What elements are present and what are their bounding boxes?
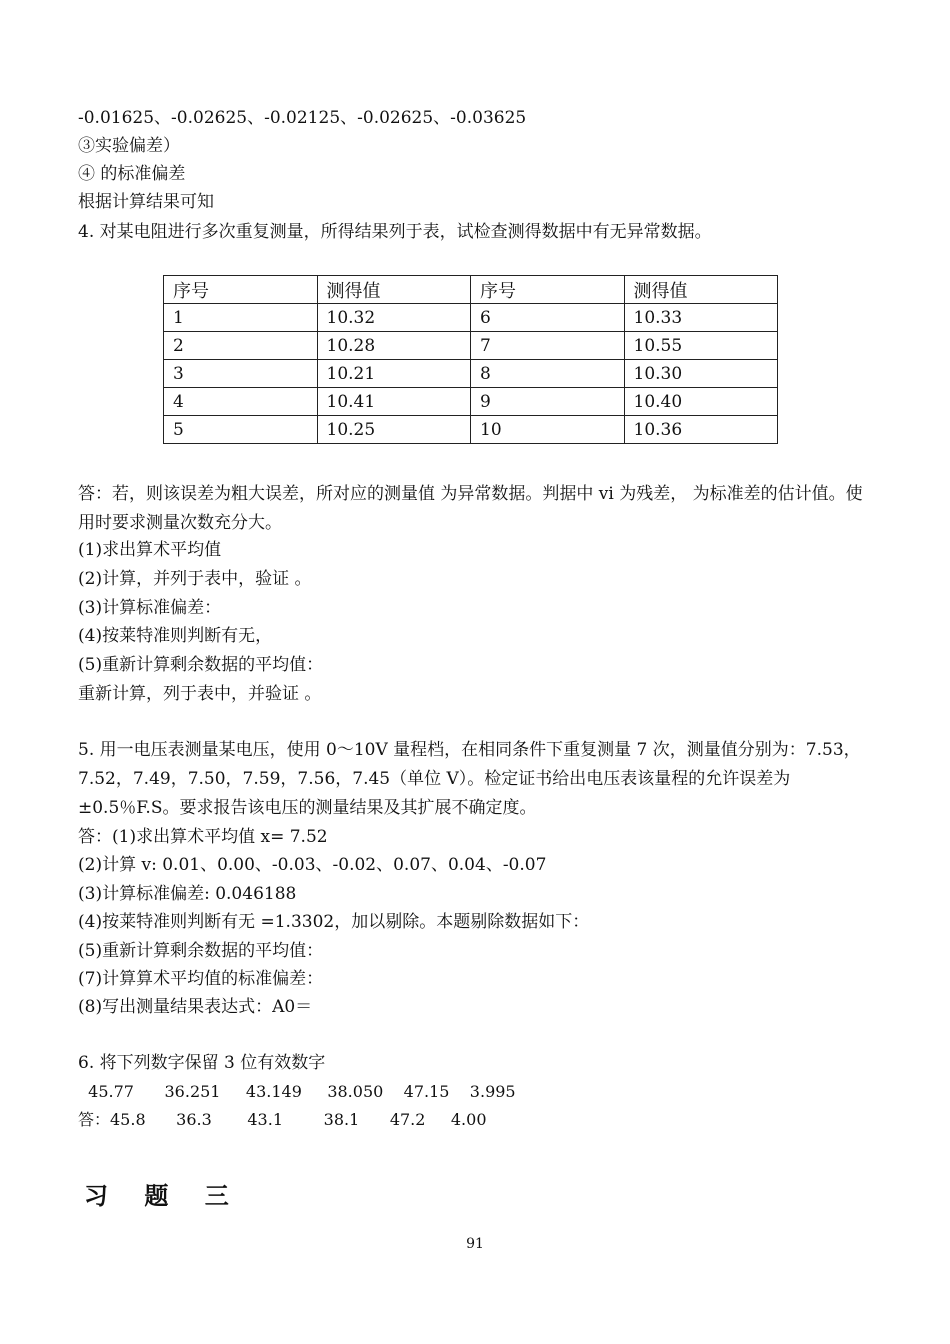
table-cell: 10.41 (317, 388, 471, 416)
answer-4-step-2: (2)计算，并列于表中，验证 。 (78, 569, 312, 589)
question-5: 5. 用一电压表测量某电压，使用 0～10V 量程档，在相同条件下重复测量 7 次，测量值分别为：7.53，7.52，7.49，7.50，7.59，7.56，7.45（单位 V）。检定证书给出电压表该量程的允许误差为±0.5％F.S。要求报告该电压的测量结果及其扩展不确定度。 (78, 740, 861, 818)
answer-5-step-8: (8)写出测量结果表达式：A0＝ (78, 997, 313, 1017)
table-cell: 10.36 (624, 416, 778, 444)
table-row (164, 388, 778, 416)
table-cell: 2 (164, 332, 318, 360)
table-cell: 9 (471, 388, 625, 416)
answer-5-step-7: (7)计算算术平均值的标准偏差： (78, 969, 324, 989)
table-cell: 7 (471, 332, 625, 360)
section-heading: 习 题 三 (84, 1182, 243, 1210)
measurement-table (163, 275, 778, 444)
table-cell: 10 (471, 416, 625, 444)
answer-5-step-3: (3)计算标准偏差: 0.046188 (78, 884, 297, 904)
page-number: 91 (466, 1236, 484, 1252)
table-cell: 10.55 (624, 332, 778, 360)
table-row (164, 332, 778, 360)
conclusion-line: 根据计算结果可知 (78, 192, 214, 212)
table-cell: 8 (471, 360, 625, 388)
table-cell: 6 (471, 304, 625, 332)
answer-5-step-4: (4)按莱特准则判断有无 =1.3302，加以剔除。本题剔除数据如下： (78, 912, 590, 932)
table-header-cell: 测得值 (624, 276, 778, 304)
table-header-cell: 测得值 (317, 276, 471, 304)
table-cell: 10.30 (624, 360, 778, 388)
table-row (164, 360, 778, 388)
answer-6: 答：45.8 36.3 43.1 38.1 47.2 4.00 (78, 1110, 487, 1129)
table-cell: 3 (164, 360, 318, 388)
table-header-cell: 序号 (471, 276, 625, 304)
standard-deviation-line: ④ 的标准偏差 (78, 164, 186, 184)
table-row (164, 304, 778, 332)
table-cell: 10.33 (624, 304, 778, 332)
answer-4-intro: 答：若，则该误差为粗大误差，所对应的测量值 为异常数据。判据中 vi 为残差， 为标准差的估计值。使用时要求测量次数充分大。 (78, 484, 863, 533)
answer-5-step-5: (5)重新计算剩余数据的平均值： (78, 941, 324, 961)
answer-4-step-5: (5)重新计算剩余数据的平均值： (78, 655, 324, 675)
table-cell: 4 (164, 388, 318, 416)
answer-5-step-1: 答：(1)求出算术平均值 x= 7.52 (78, 827, 328, 847)
question-6-numbers: 45.77 36.251 43.149 38.050 47.15 3.995 (78, 1082, 516, 1101)
table-cell: 1 (164, 304, 318, 332)
table-row (164, 416, 778, 444)
answer-5-step-2: (2)计算 v: 0.01、0.00、-0.03、-0.02、0.07、0.04、-0.07 (78, 855, 547, 875)
question-6: 6. 将下列数字保留 3 位有效数字 (78, 1053, 326, 1073)
question-4: 4. 对某电阻进行多次重复测量，所得结果列于表，试检查测得数据中有无异常数据。 (78, 222, 712, 242)
table-cell: 10.28 (317, 332, 471, 360)
answer-4-step-1: (1)求出算术平均值 (78, 540, 222, 560)
experimental-deviation-line: ③实验偏差） (78, 136, 180, 156)
residuals-line: -0.01625、-0.02625、-0.02125、-0.02625、-0.03625 (78, 108, 527, 128)
table-cell: 10.40 (624, 388, 778, 416)
table-cell: 10.25 (317, 416, 471, 444)
table-cell: 10.21 (317, 360, 471, 388)
table-header-cell: 序号 (164, 276, 318, 304)
answer-4-step-6: 重新计算，列于表中，并验证 。 (78, 684, 322, 704)
table-cell: 10.32 (317, 304, 471, 332)
table-cell: 5 (164, 416, 318, 444)
table-header-row (164, 276, 778, 304)
answer-4-step-4: (4)按莱特准则判断有无， (78, 626, 273, 646)
answer-4-step-3: (3)计算标准偏差： (78, 598, 222, 618)
